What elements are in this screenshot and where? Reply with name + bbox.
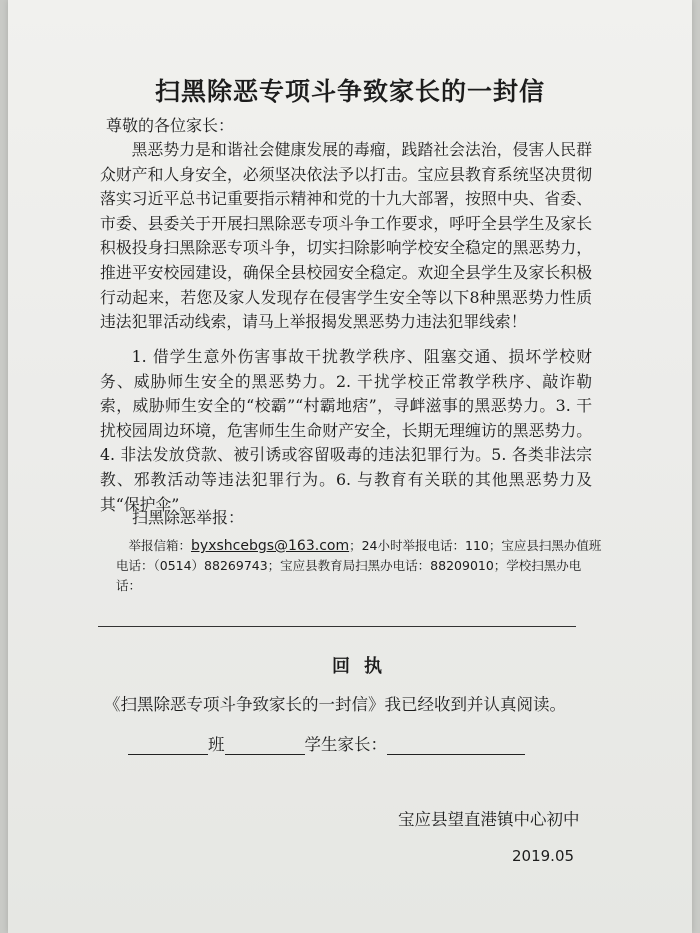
receipt-text: 《扫黑除恶专项斗争致家长的一封信》我已经收到并认真阅读。 <box>104 695 566 714</box>
grade-blank[interactable] <box>128 736 208 755</box>
report-label: 扫黑除恶举报： <box>132 508 245 527</box>
cut-line <box>98 626 576 627</box>
class-label: 班 <box>208 735 225 754</box>
contact-info <box>116 536 604 596</box>
parent-signature-blank[interactable] <box>387 736 525 755</box>
receipt-title: 回执 <box>332 656 396 677</box>
letter-title: 扫黑除恶专项斗争致家长的一封信 <box>154 77 545 106</box>
class-blank[interactable] <box>225 736 305 755</box>
paragraph-intro: 黑恶势力是和谐社会健康发展的毒瘤，践踏社会法治，侵害人民群众财产和人身安全，必须坚决依法予以打击。宝应县教育系统坚决贯彻落实习近平总书记重要指示精神和党的十九大部署，按照中央、省委、市委、县委关于开展扫黑除恶专项斗争工作要求，呼吁全县学生及家长积极投身扫黑除恶专项斗争，切实扫除影响学校安全稳定的黑恶势力，推进平安校园建设，确保全县校园安全稳定。欢迎全县学生及家长积极行动起来，若您及家人发现存在侵害学生安全等以下8种黑恶势力性质违法犯罪活动线索，请马上举报揭发黑恶势力违法犯罪线索！ <box>100 140 592 332</box>
school-name: 宝应县望直港镇中心初中 <box>398 810 580 829</box>
greeting: 尊敬的各位家长： <box>106 116 235 135</box>
signature-row <box>128 731 525 755</box>
contact-phones: ；24小时举报电话：110；宝应县扫黑办值班电话：（0514）88269743；宝应县教育局扫黑办电话：88209010；学校扫黑办电话： <box>116 538 602 593</box>
report-email-link[interactable]: byxshcebgs@163.com <box>191 538 350 554</box>
email-label: 举报信箱： <box>128 538 192 553</box>
parent-label: 学生家长： <box>304 735 387 754</box>
paragraph-list: 1. 借学生意外伤害事故干扰教学秩序、阻塞交通、损坏学校财务、威胁师生安全的黑恶势力。2. 干扰学校正常教学秩序、敲诈勒索，威胁师生安全的“校霸”“村霸地痞”，寻衅滋事的黑恶势力。3. 干扰校园周边环境，危害师生生命财产安全，长期无理缠访的黑恶势力。4. 非法发放贷款、被引诱或容留吸毒的违法犯罪行为。5. 各类非法宗教、邪教活动等违法犯罪行为。6. 与教育有关联的其他黑恶势力及其“保护伞”。 <box>100 347 592 514</box>
date: 2019.05 <box>512 847 575 865</box>
